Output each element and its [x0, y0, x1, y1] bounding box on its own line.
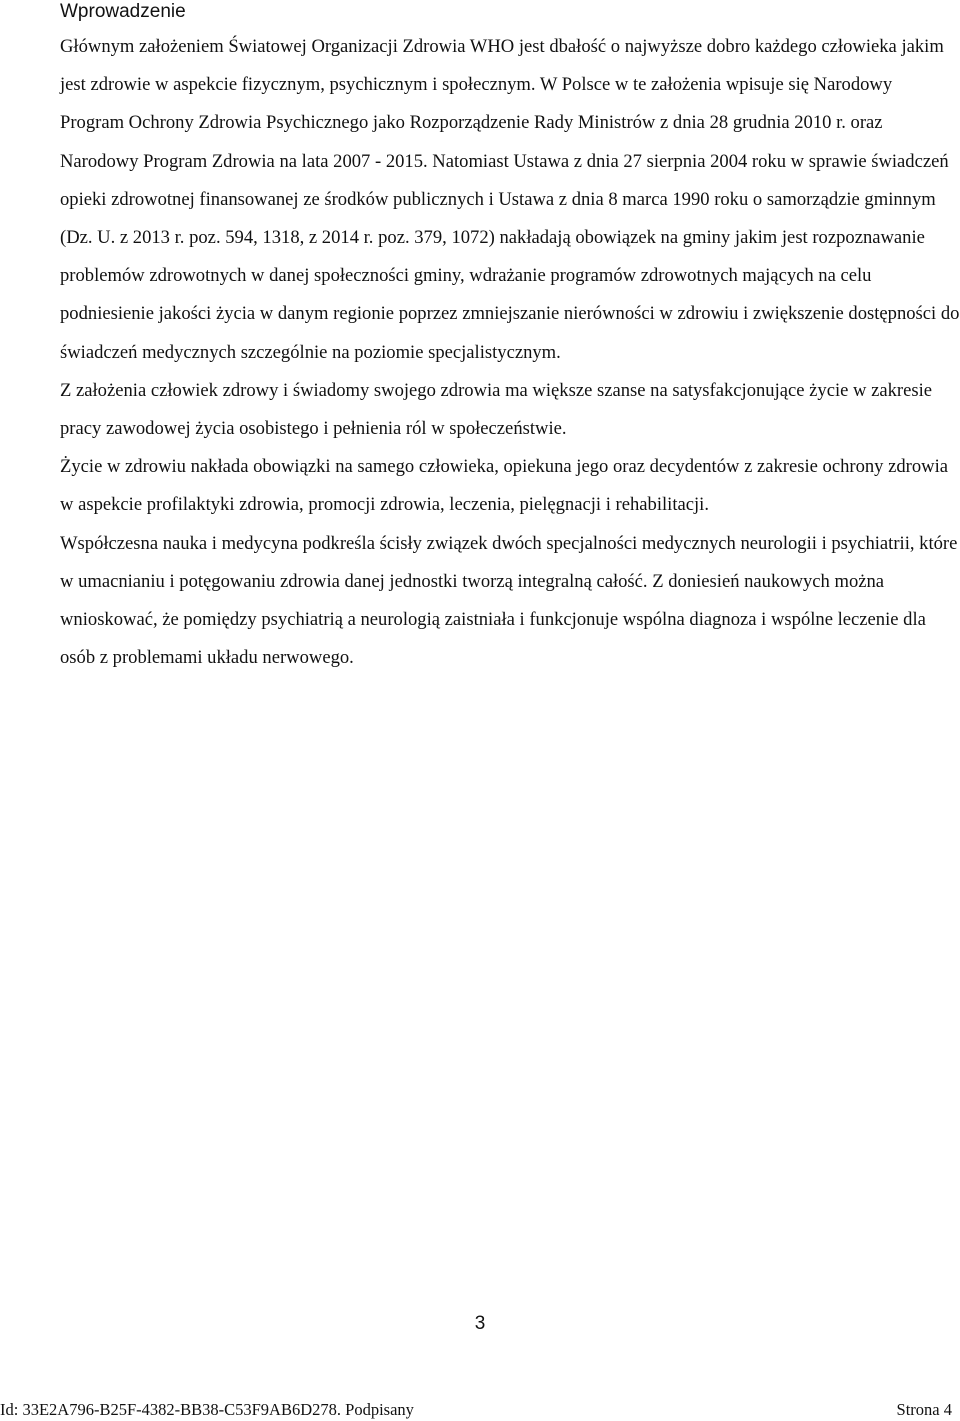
- section-heading: Wprowadzenie: [60, 1, 186, 22]
- document-body: [60, 28, 960, 677]
- paragraph-healthy-person: Z założenia człowiek zdrowy i świadomy swojego zdrowia ma większe szanse na satysfakcjonujące życie w zakresie pracy zawodowej życia osobistego i pełnienia ról w społeczeństwie.: [60, 379, 932, 440]
- footer-document-id: Id: 33E2A796-B25F-4382-BB38-C53F9AB6D278. Podpisany: [0, 1400, 414, 1419]
- paragraph-intro: Głównym założeniem Światowej Organizacji Zdrowia WHO jest dbałość o najwyższe dobro każdego człowieka jakim jest zdrowie w aspekcie fizycznym, psychicznym i społecznym. W Polsce w te założenia wpisuje się Narodowy Program Ochrony Zdrowia Psychicznego jako Rozporządzenie Rady Ministrów z dnia 28 grudnia 2010 r. oraz Narodowy Program Zdrowia na lata 2007 - 2015. Natomiast Ustawa z dnia 27 sierpnia 2004 roku w sprawie świadczeń opieki zdrowotnej finansowanej ze środków publicznych i Ustawa z dnia 8 marca 1990 roku o samorządzie gminnym (Dz. U. z 2013 r. poz. 594, 1318, z 2014 r. poz. 379, 1072) nakładają obowiązek na gminy jakim jest rozpoznawanie problemów zdrowotnych w danej społeczności gminy, wdrażanie programów zdrowotnych mających na celu podniesienie jakości życia w danym regionie poprzez zmniejszanie nierówności w zdrowiu i zwiększenie dostępności do świadczeń medycznych szczególnie na poziomie specjalistycznym.: [60, 36, 960, 363]
- paragraph-life-in-health: Życie w zdrowiu nakłada obowiązki na samego człowieka, opiekuna jego oraz decydentów z zakresie ochrony zdrowia w aspekcie profilaktyki zdrowia, promocji zdrowia, leczenia, pielęgnacji i rehabilitacji.: [60, 456, 949, 516]
- page-number: 3: [474, 1313, 486, 1334]
- paragraph-neurology-psychiatry: Współczesna nauka i medycyna podkreśla ścisły związek dwóch specjalności medycznych neurologii i psychiatrii, które w umacnianiu i potęgowaniu zdrowia danej jednostki tworzą integralną całość. Z doniesień naukowych można wnioskować, że pomiędzy psychiatrią a neurologią zaistniała i funkcjonuje wspólna diagnoza i wspólne leczenie dla osób z problemami układu nerwowego.: [60, 532, 958, 669]
- footer-page-label: Strona 4: [896, 1400, 952, 1419]
